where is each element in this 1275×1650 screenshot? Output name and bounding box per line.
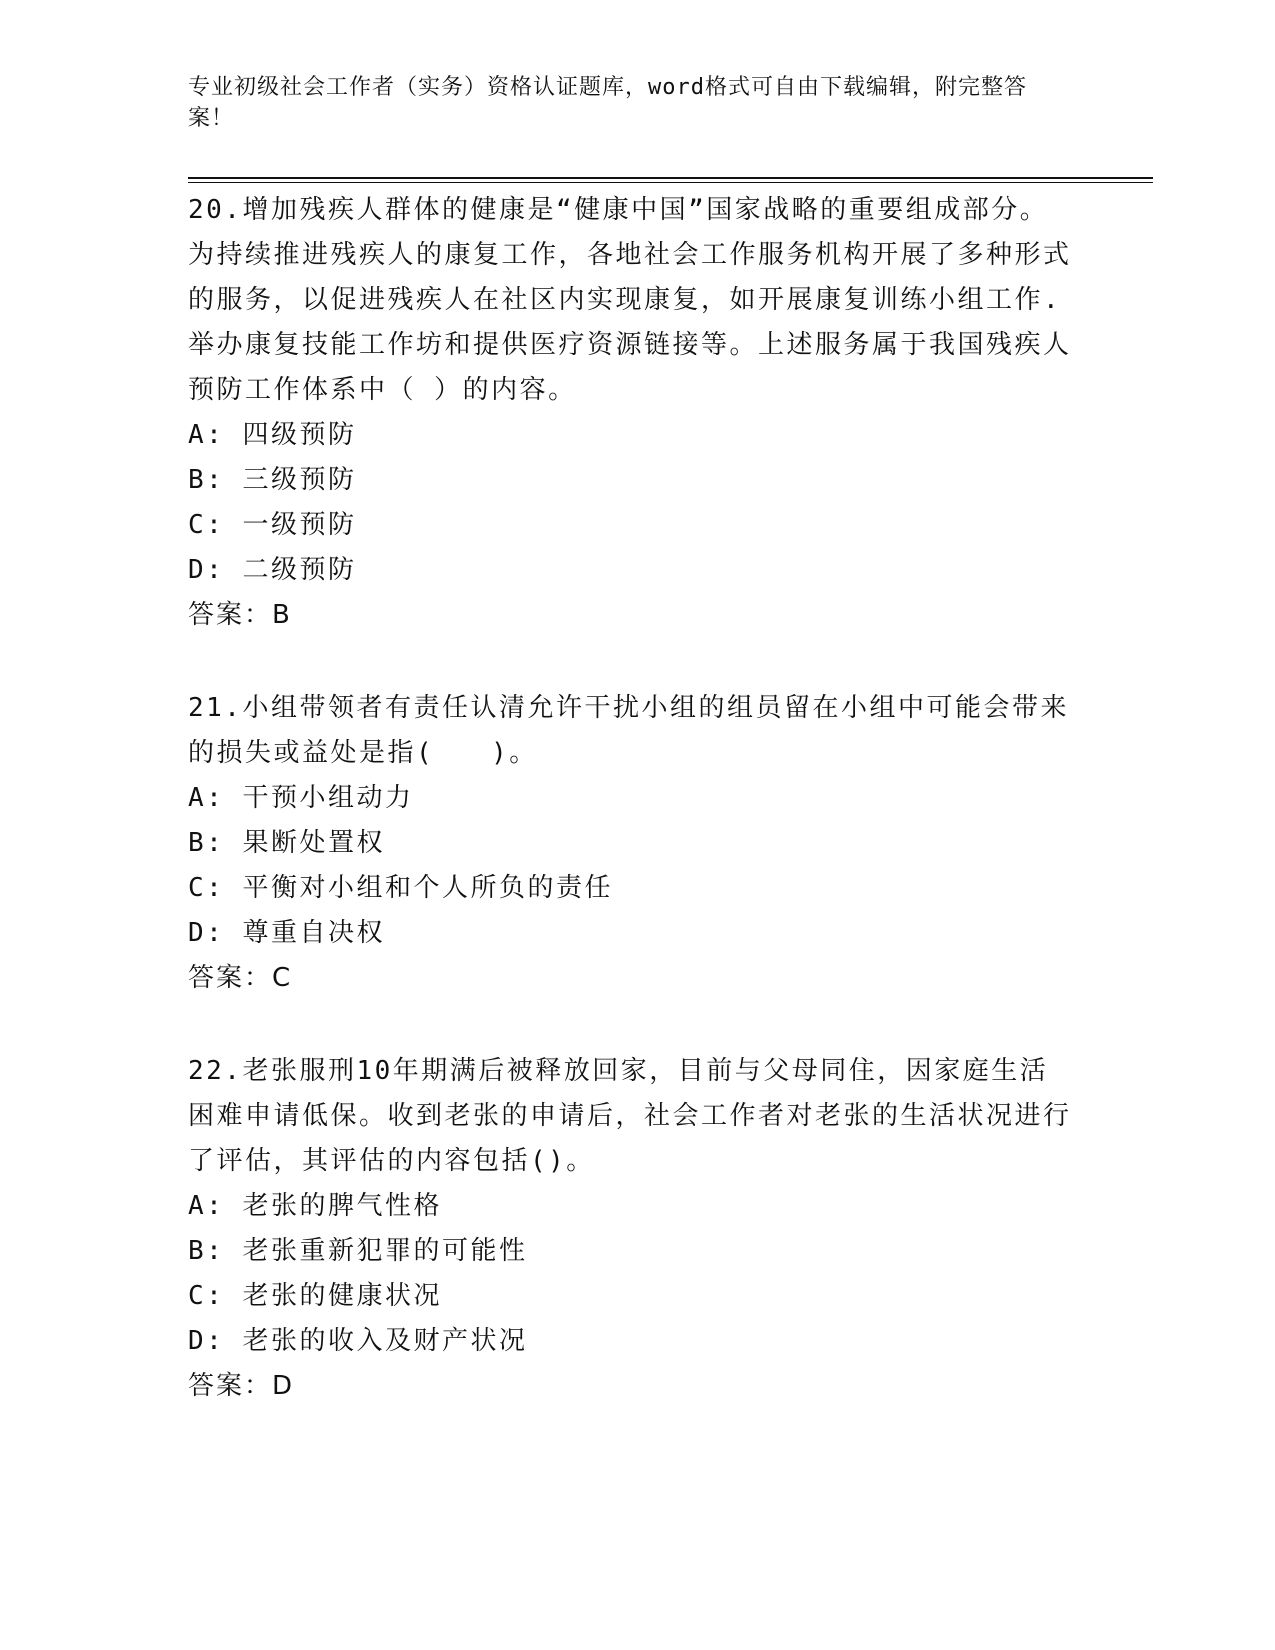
question-22: [188, 1049, 1088, 1409]
option-d: D: 二级预防: [188, 555, 357, 585]
option-b: B: 果断处置权: [188, 828, 385, 858]
option-d: D: 老张的收入及财产状况: [188, 1326, 528, 1356]
option-d: D: 尊重自决权: [188, 918, 385, 948]
option-a: A: 老张的脾气性格: [188, 1191, 442, 1221]
question-stem: 22.老张服刑10年期满后被释放回家，目前与父母同住，因家庭生活困难申请低保。收到老张的申请后，社会工作者对老张的生活状况进行了评估，其评估的内容包括()。: [188, 1056, 1072, 1176]
header-divider-thick: [188, 177, 1153, 179]
question-stem: 21.小组带领者有责任认清允许干扰小组的组员留在小组中可能会带来的损失或益处是指( )。: [188, 693, 1069, 768]
option-c: C: 平衡对小组和个人所负的责任: [188, 873, 613, 903]
question-20: [188, 188, 1088, 638]
answer-label: 答案：C: [188, 963, 293, 993]
option-a: A: 四级预防: [188, 420, 357, 450]
answer-label: 答案：D: [188, 1371, 295, 1401]
option-a: A: 干预小组动力: [188, 783, 414, 813]
option-b: B: 老张重新犯罪的可能性: [188, 1236, 528, 1266]
document-header: 专业初级社会工作者（实务）资格认证题库，word格式可自由下载编辑，附完整答案！: [188, 75, 1027, 131]
question-list: [188, 188, 1088, 1457]
option-c: C: 一级预防: [188, 510, 357, 540]
option-b: B: 三级预防: [188, 465, 357, 495]
header-divider-thin: [188, 182, 1153, 183]
answer-label: 答案：B: [188, 600, 292, 630]
question-stem: 20.增加残疾人群体的健康是“健康中国”国家战略的重要组成部分。为持续推进残疾人的康复工作，各地社会工作服务机构开展了多种形式的服务，以促进残疾人在社区内实现康复，如开展康复训练小组工作.举办康复技能工作坊和提供医疗资源链接等。上述服务属于我国残疾人预防工作体系中（ ）的内容。: [188, 195, 1072, 405]
option-c: C: 老张的健康状况: [188, 1281, 442, 1311]
question-21: [188, 686, 1088, 1001]
